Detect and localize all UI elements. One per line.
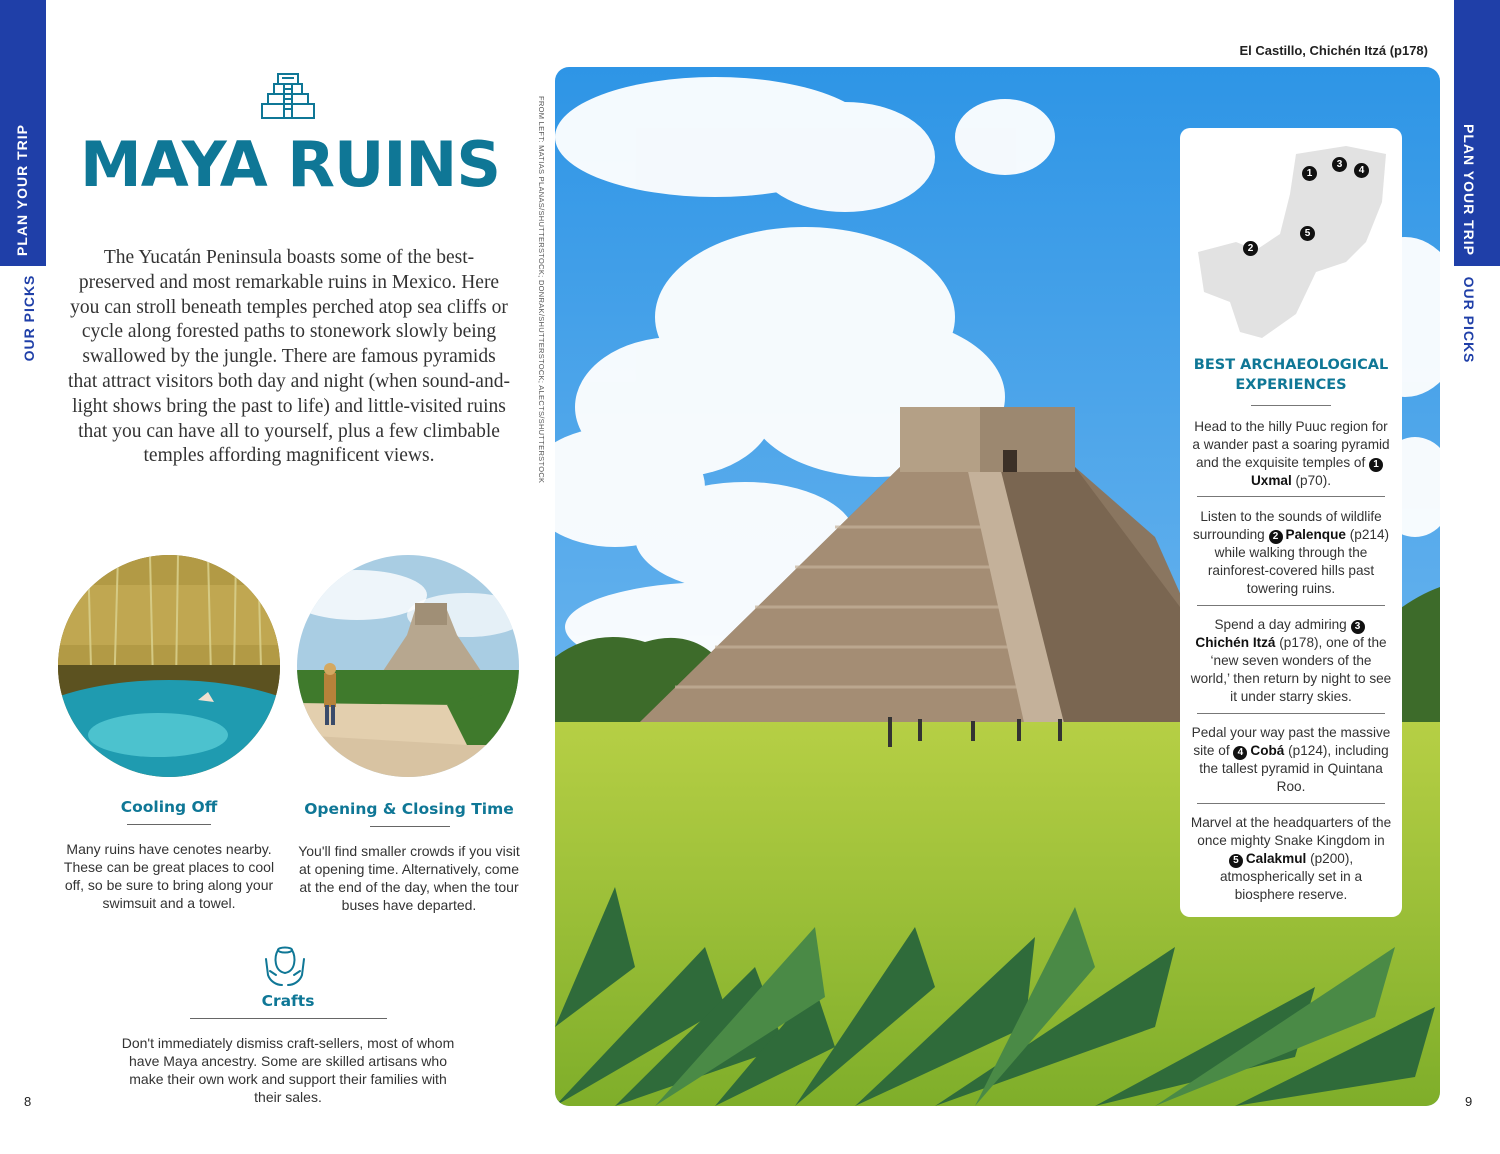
pyramid-icon xyxy=(258,72,318,124)
tip-text-crafts: Don't immediately dismiss craft-sellers, most of whom have Maya ancestry. Some are skilled artisans who make their own work and support their families with their sales. xyxy=(121,1035,455,1105)
map-marker-4: 4 xyxy=(1354,163,1369,178)
experience-item: Listen to the sounds of wildlife surrounding 2 Palenque (p214) while walking through the rainforest-covered hills past towering ruins. xyxy=(1192,509,1390,596)
section-label-left: PLAN YOUR TRIP xyxy=(14,124,30,256)
cenote-photo xyxy=(58,555,280,777)
subsection-label-right: OUR PICKS xyxy=(1461,276,1477,364)
number-badge: 1 xyxy=(1369,458,1383,472)
map-marker-3: 3 xyxy=(1332,157,1347,172)
subsection-label-left: OUR PICKS xyxy=(21,274,37,362)
divider xyxy=(190,1018,387,1019)
number-badge: 3 xyxy=(1351,620,1365,634)
divider xyxy=(127,824,211,825)
map-marker-1: 1 xyxy=(1302,166,1317,181)
tip-text-cooling-off: Many ruins have cenotes nearby. These can be great places to cool off, so be sure to bring along your swimsuit and a towel. xyxy=(63,841,275,911)
divider xyxy=(1197,803,1385,804)
map-marker-5: 5 xyxy=(1300,226,1315,241)
number-badge: 5 xyxy=(1229,854,1243,868)
experiences-card xyxy=(1180,128,1402,917)
tip-heading-crafts: Crafts xyxy=(261,992,315,1010)
card-heading: BEST ARCHAEOLOGICAL EXPERIENCES xyxy=(1193,357,1389,393)
intro-paragraph: The Yucatán Peninsula boasts some of the best-preserved and most remarkable ruins in Mexico. Here you can stroll beneath temples perched atop sea cliffs or cycle along forested paths to stonework slowly being swallowed by the jungle. There are famous pyramids that attract visitors both day and night (when sound-and-light shows bring the past to life) and little-visited ruins that you can have all to yourself, plus a few climbable temples affording magnificent views. xyxy=(68,247,510,467)
page-number-right: 9 xyxy=(1465,1094,1473,1109)
tip-heading-opening-closing: Opening & Closing Time xyxy=(304,800,514,818)
divider xyxy=(1251,405,1331,406)
experience-item: Head to the hilly Puuc region for a wander past a soaring pyramid and the exquisite temples of 1Uxmal (p70). xyxy=(1192,419,1390,488)
page-title: MAYA RUINS xyxy=(80,128,500,201)
number-badge: 2 xyxy=(1269,530,1283,544)
number-badge: 4 xyxy=(1233,746,1247,760)
experience-item: Marvel at the headquarters of the once mighty Snake Kingdom in 5 Calakmul (p200), atmospherically set in a biosphere reserve. xyxy=(1190,815,1392,902)
page-number-left: 8 xyxy=(24,1094,32,1109)
experience-item: Spend a day admiring 3Chichén Itzá (p178), one of the ‘new seven wonders of the world,’ then return by night to see it under starry skies. xyxy=(1190,617,1392,704)
photo-caption: El Castillo, Chichén Itzá (p178) xyxy=(1239,43,1428,58)
photo-credit: FROM LEFT: MATIAS PLANAS/SHUTTERSTOCK; DONRAK/SHUTTERSTOCK; ALECTS/SHUTTERSTOCK xyxy=(537,96,546,484)
divider xyxy=(370,826,450,827)
divider xyxy=(1197,496,1385,497)
map-marker-2: 2 xyxy=(1243,241,1258,256)
experience-item: Pedal your way past the massive site of 4 Cobá (p124), including the tallest pyramid in Quintana Roo. xyxy=(1191,725,1391,794)
section-label-right: PLAN YOUR TRIP xyxy=(1461,124,1477,256)
divider xyxy=(1197,713,1385,714)
tip-text-opening-closing: You'll find smaller crowds if you visit at opening time. Alternatively, come at the end of the day, when the tour buses have departed. xyxy=(298,843,520,913)
crafts-pot-icon xyxy=(262,945,308,989)
divider xyxy=(1197,605,1385,606)
tip-heading-cooling-off: Cooling Off xyxy=(120,798,218,816)
uxmal-photo xyxy=(297,555,519,777)
